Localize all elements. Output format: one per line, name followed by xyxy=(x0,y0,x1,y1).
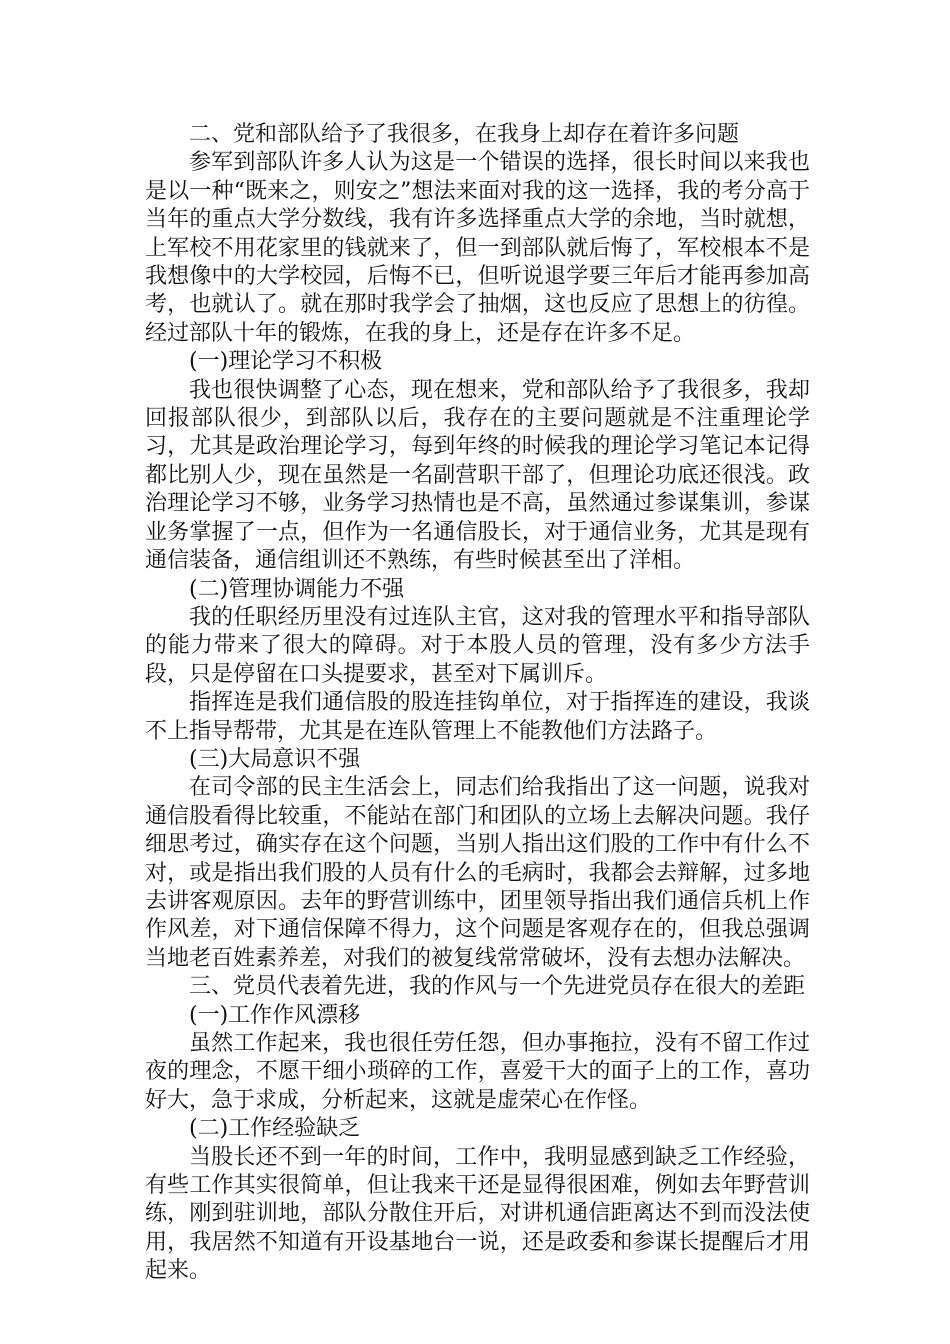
subsection-heading: (二)管理协调能力不强 xyxy=(189,576,405,602)
document-page xyxy=(145,121,810,1286)
body-paragraph: 虽然工作起来，我也很任劳任怨，但办事拖拉，没有不留工作过夜的理念，不愿干细小琐碎的工作，喜爱干大的面子上的工作，喜功好大，急于求成，分析起来，这就是虚荣心在作怪。 xyxy=(145,1031,810,1113)
subsection-heading: (二)工作经验缺乏 xyxy=(189,1116,361,1142)
body-paragraph: 当股长还不到一年的时间，工作中，我明显感到缺乏工作经验，有些工作其实很简单，但让我来干还是显得很困难，例如去年野营训练，刚到驻训地，部队分散住开后，对讲机通信距离达不到而没法使用，我居然不知道有开设基地台一说，还是政委和参谋长提醒后才用起来。 xyxy=(145,1144,810,1284)
section-heading-2: 二、党和部队给予了我很多，在我身上却存在着许多问题 xyxy=(189,122,740,147)
body-paragraph: 在司令部的民主生活会上，同志们给我指出了这一问题，说我对通信股看得比较重，不能站在部门和团队的立场上去解决问题。我仔细思考过，确实存在这个问题，当别人指出这们股的工作中有什么不对，或是指出我们股的人员有什么的毛病时，我都会去辩解，过多地去讲客观原因。去年的野营训练中，团里领导指出我们通信兵机上作作风差，对下通信保障不得力，这个问题是客观存在的，但我总强调当地老百姓素养差，对我们的被复线常常破坏，没有去想办法解决。 xyxy=(145,775,810,971)
body-paragraph: 我的任职经历里没有过连队主官，这对我的管理水平和指导部队的能力带来了很大的障碍。对于本股人员的管理，没有多少方法手段，只是停留在口头提要求，甚至对下属训斥。 xyxy=(145,604,810,687)
body-paragraph: 我也很快调整了心态，现在想来，党和部队给予了我很多，我却回报部队很少，到部队以后，我存在的主要问题就是不注重理论学习，尤其是政治理论学习，每到年终的时候我的理论学习笔记本记得都比别人少，现在虽然是一名副营职干部了，但理论功底还很浅。政治理论学习不够，业务学习热情也是不高，虽然通过参谋集训，参谋业务掌握了一点，但作为一名通信股长，对于通信业务，尤其是现有通信装备，通信组训还不熟练，有些时候甚至出了洋相。 xyxy=(145,377,810,574)
body-paragraph: 参军到部队许多人认为这是一个错误的选择，很长时间以来我也是以一种“既来之，则安之”想法来面对我的这一选择，我的考分高于当年的重点大学分数线，我有许多选择重点大学的余地，当时就想，上军校不用花家里的钱就来了，但一到部队就后悔了，军校根本不是我想像中的大学校园，后悔不已，但听说退学要三年后才能再参加高考，也就认了。就在那时我学会了抽烟，这也反应了思想上的彷徨。经过部队十年的锻炼，在我的身上，还是存在许多不足。 xyxy=(145,150,810,346)
subsection-heading: (三)大局意识不强 xyxy=(189,746,361,772)
subsection-heading: (一)理论学习不积极 xyxy=(189,349,383,375)
section-heading-3: 三、党员代表着先进，我的作风与一个先进党员存在很大的差距 xyxy=(189,974,806,1000)
subsection-heading: (一)工作作风漂移 xyxy=(189,1002,361,1028)
body-paragraph: 指挥连是我们通信股的股连挂钩单位，对于指挥连的建设，我谈不上指导帮带，尤其是在连队管理上不能教他们方法路子。 xyxy=(145,690,810,744)
